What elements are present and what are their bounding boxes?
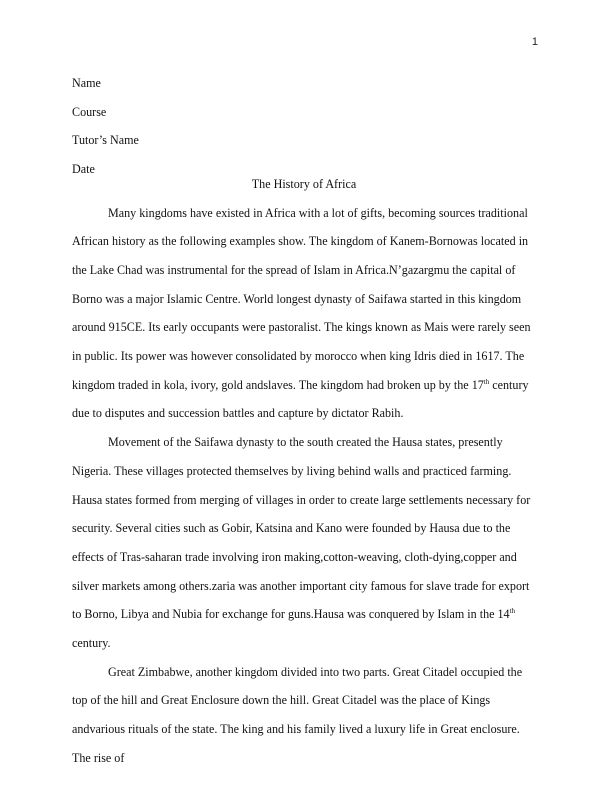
tutor-name-line: Tutor’s Name [72, 133, 139, 148]
student-name-line: Name [72, 76, 101, 90]
paragraph-kanem-borno [72, 199, 536, 429]
document-body [72, 69, 536, 773]
course-line: Course [72, 104, 107, 119]
paragraph-hausa-states [72, 428, 536, 658]
paragraph-text: century due to disputes and succession battles and capture by dictator Rabih. [72, 377, 529, 421]
paragraph-text: Many kingdoms have existed in Africa with a lot of gifts, becoming sources traditional African history as the following examples show. The kingdom of Kanem-Bornowas located in the Lake Chad was instrumental for the spread of Islam in Africa.N’gazargmu the capital of Borno was a major Islamic Centre. World longest dynasty of Saifawa started in this kingdom around 915CE. Its early occupants were pastoralist. The kings known as Mais were rarely seen in public. Its power was however consolidated by morocco when king Idris died in 1617. The kingdom traded in kola, ivory, gold andslaves. The kingdom had broken up by the 17 [72, 205, 531, 392]
paragraph-text: century. [72, 636, 111, 651]
document-title: The History of Africa [251, 176, 357, 191]
superscript-ordinal: th [483, 377, 490, 386]
superscript-ordinal: th [509, 607, 516, 616]
paragraph-great-zimbabwe [72, 658, 536, 773]
page-number: 1 [531, 36, 538, 48]
paragraph-text: Great Zimbabwe, another kingdom divided into two parts. Great Citadel occupied the top of the hill and Great Enclosure down the hill. Great Citadel was the place of Kings andvarious rituals of the state. The king and his family lived a luxury life in Great enclosure. The rise of [72, 664, 523, 765]
paragraph-text: Movement of the Saifawa dynasty to the south created the Hausa states, presently Nigeria. These villages protected themselves by living behind walls and practiced farming. Hausa states formed from merging of villages in order to create large settlements necessary for security. Several cities such as Gobir, Katsina and Kano were founded by Hausa due to the effects of Tras-saharan trade involving iron making,cotton-weaving, cloth-dying,copper and silver markets among others.zaria was another important city famous for slave trade for export to Borno, Libya and Nubia for exchange for guns.Hausa was conquered by Islam in the 14 [72, 435, 531, 622]
date-line: Date [72, 162, 95, 177]
